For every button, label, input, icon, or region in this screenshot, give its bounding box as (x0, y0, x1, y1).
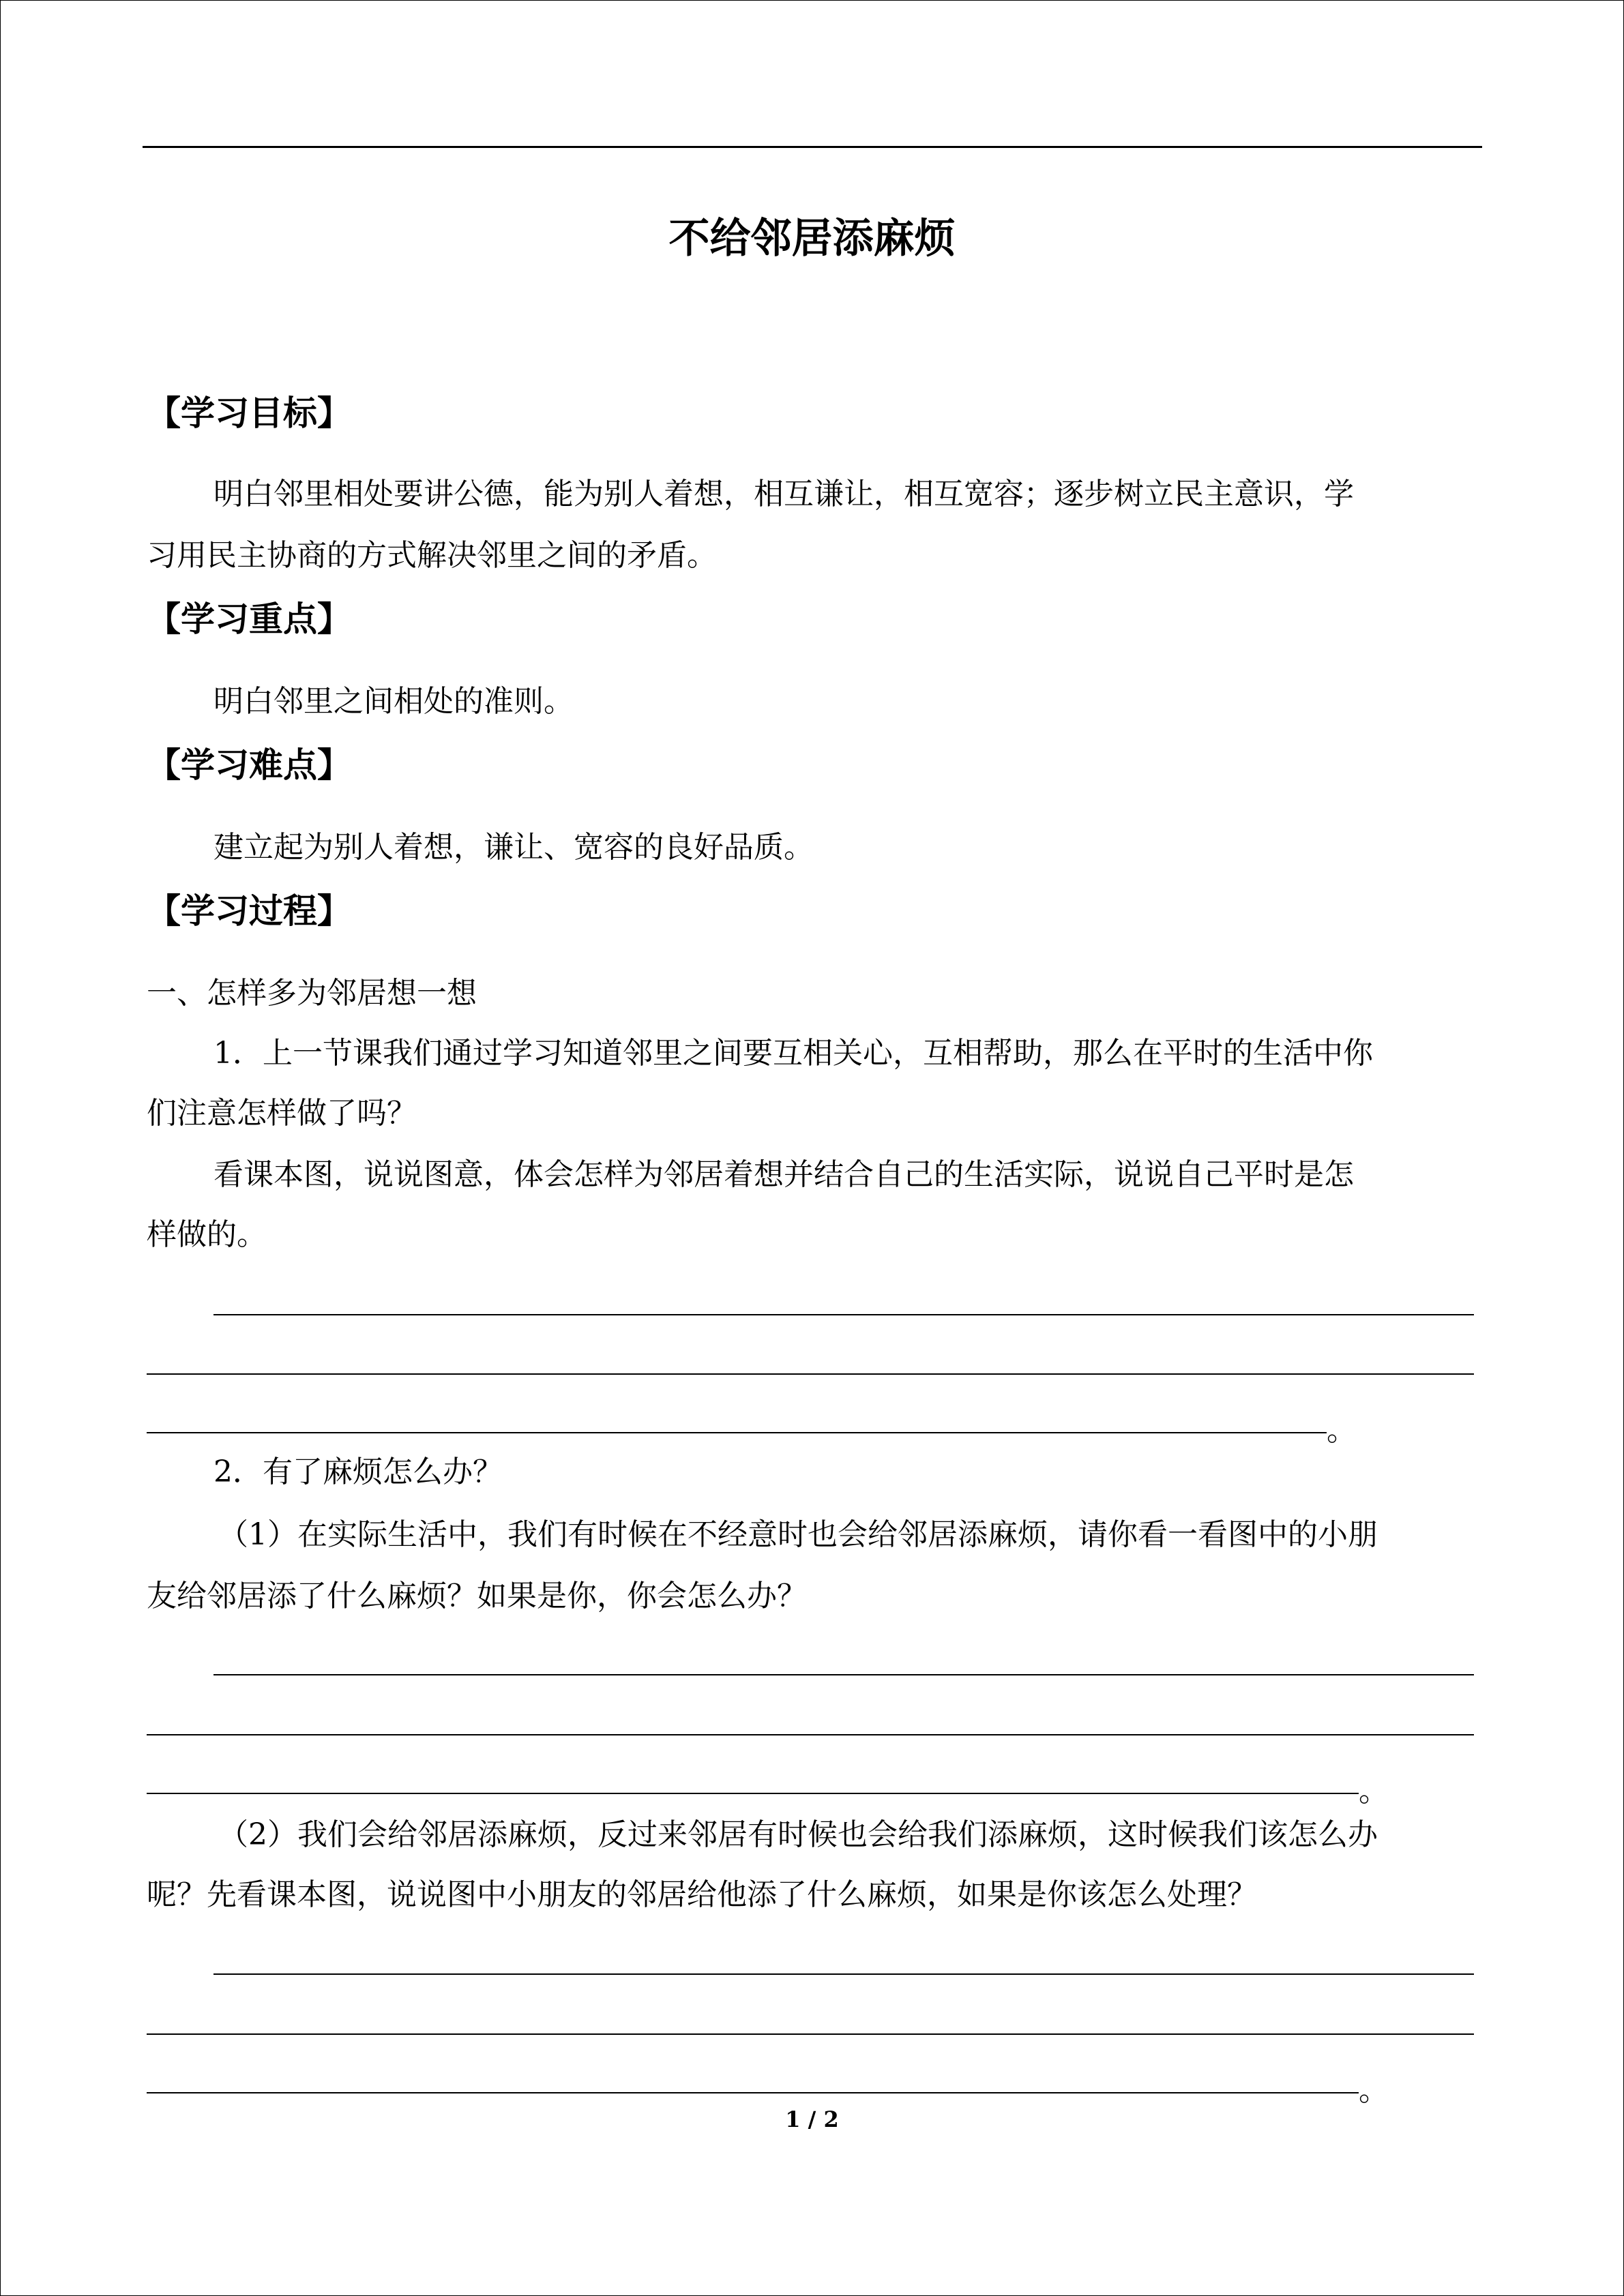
page-number: 1 / 2 (785, 2106, 839, 2132)
answer-period-q2-1: 。 (1359, 1774, 1389, 1808)
difficulty-text: 建立起为别人着想，谦让、宽容的良好品质。 (213, 830, 814, 865)
page-title: 不给邻居添麻烦 (668, 215, 956, 263)
goal-text-line-1: 明白邻里相处要讲公德，能为别人着想，相互谦让，相互宽容；逐步树立民主意识，学 (213, 477, 1354, 511)
heading-key-point: 【学习重点】 (147, 599, 351, 639)
heading-learning-goal: 【学习目标】 (147, 393, 351, 433)
answer-line-q2-1-2[interactable] (147, 1734, 1474, 1735)
answer-line-q2-2-2[interactable] (147, 2033, 1474, 2035)
q2-2-line-2: 呢？先看课本图，说说图中小朋友的邻居给他添了什么麻烦，如果是你该怎么处理？ (147, 1877, 1257, 1912)
goal-text-line-2: 习用民主协商的方式解决邻里之间的矛盾。 (147, 538, 717, 573)
q2-2-line-1: （2）我们会给邻居添麻烦，反过来邻居有时候也会给我们添麻烦，这时候我们该怎么办 (218, 1817, 1378, 1852)
q1-line-1: 1．上一节课我们通过学习知道邻里之间要互相关心，互相帮助，那么在平时的生活中你 (213, 1036, 1373, 1071)
answer-line-q2-1-3[interactable] (147, 1793, 1359, 1794)
answer-period-q2-2: 。 (1359, 2073, 1389, 2108)
part1-title: 一、怎样多为邻居想一想 (147, 976, 477, 1011)
key-point-text: 明白邻里之间相处的准则。 (213, 684, 574, 719)
header-rule (143, 146, 1482, 148)
q1-line-2: 们注意怎样做了吗？ (147, 1096, 417, 1131)
q2-1-line-2: 友给邻居添了什么麻烦？如果是你，你会怎么办？ (147, 1579, 807, 1613)
answer-period-q1: 。 (1327, 1413, 1357, 1448)
q1-instruction-line-1: 看课本图，说说图意，体会怎样为邻居着想并结合自己的生活实际，说说自己平时是怎 (213, 1157, 1354, 1192)
answer-line-q2-2-3[interactable] (147, 2092, 1359, 2093)
q1-instruction-line-2: 样做的。 (147, 1217, 267, 1252)
heading-difficulty: 【学习难点】 (147, 745, 351, 785)
q2-title: 2．有了麻烦怎么办？ (213, 1455, 503, 1489)
answer-line-q1-3[interactable] (147, 1432, 1327, 1433)
answer-line-q1-2[interactable] (147, 1373, 1474, 1375)
answer-line-q1-1[interactable] (213, 1314, 1474, 1315)
heading-process: 【学习过程】 (147, 891, 351, 931)
q2-1-line-1: （1）在实际生活中，我们有时候在不经意时也会给邻居添麻烦，请你看一看图中的小朋 (218, 1517, 1378, 1552)
answer-line-q2-2-1[interactable] (213, 1973, 1474, 1975)
answer-line-q2-1-1[interactable] (213, 1674, 1474, 1675)
